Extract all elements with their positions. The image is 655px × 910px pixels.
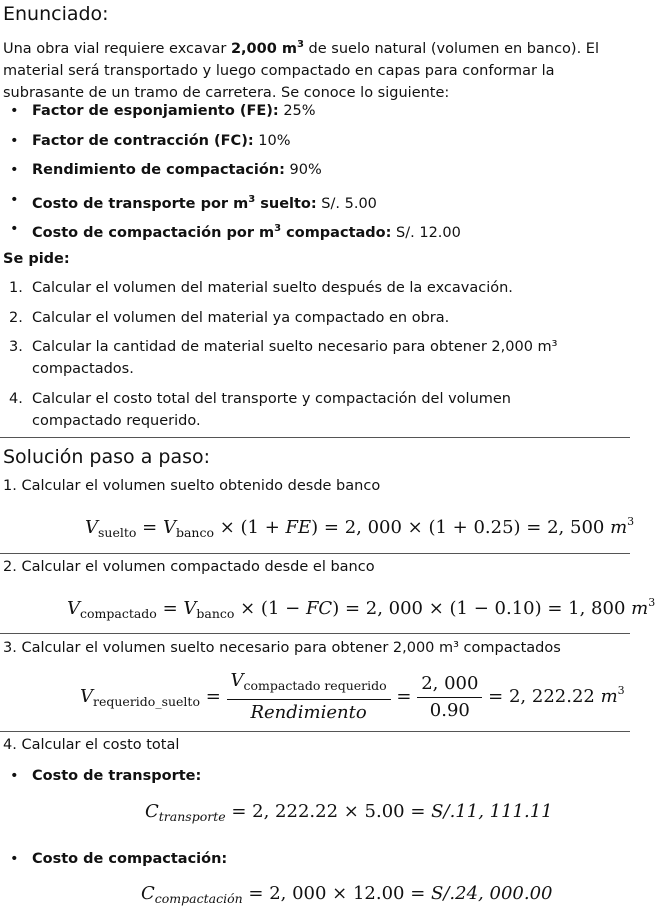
eq-subscript: compactado requerido bbox=[243, 678, 387, 693]
divider bbox=[0, 731, 630, 732]
data-item bbox=[0, 130, 630, 160]
eq-text: = bbox=[136, 517, 163, 538]
bullet-icon: • bbox=[10, 191, 19, 208]
data-item bbox=[0, 189, 630, 219]
eq-subscript: banco bbox=[175, 525, 214, 540]
bullet-icon: • bbox=[10, 103, 19, 119]
data-item-label-tail: suelto: bbox=[255, 195, 317, 212]
eq-symbol: V bbox=[85, 517, 98, 538]
eq-text: ) = 2, 000 × (1 + 0.25) = 2, 500 bbox=[311, 517, 611, 538]
data-item-label: Rendimiento de compactación: bbox=[32, 162, 285, 178]
task-item bbox=[0, 307, 602, 329]
task-text: Calcular la cantidad de material suelto necesario para obtener 2,000 m³ compactados. bbox=[32, 339, 558, 377]
eq-unit: m bbox=[600, 686, 618, 707]
intro-volume-exponent: 3 bbox=[296, 39, 304, 50]
eq-text: = bbox=[199, 686, 227, 707]
eq-symbol: V bbox=[183, 598, 197, 619]
eq-subscript: compactación bbox=[154, 891, 243, 906]
step-4-heading: 4. Calcular el costo total bbox=[3, 737, 180, 753]
cost-label: Costo de transporte: bbox=[32, 768, 202, 784]
eq-denominator: 0.90 bbox=[429, 699, 470, 721]
data-item bbox=[0, 218, 630, 248]
fraction-numeric bbox=[417, 673, 482, 722]
eq-result: S/.11, 111.11 bbox=[431, 801, 553, 822]
data-item bbox=[0, 100, 630, 130]
eq-text: = 2, 000 × 12.00 = bbox=[242, 883, 432, 904]
data-item-value: 90% bbox=[284, 162, 322, 178]
task-text: Calcular el volumen del material suelto después de la excavación. bbox=[32, 280, 513, 296]
eq-unit-exponent: 3 bbox=[648, 596, 655, 609]
eq-symbol: C bbox=[141, 883, 155, 904]
task-item bbox=[0, 277, 602, 299]
eq-subscript: transporte bbox=[158, 809, 226, 824]
eq-text: ) = 2, 000 × (1 − 0.10) = 1, 800 bbox=[332, 598, 632, 619]
eq-unit: m bbox=[610, 517, 628, 538]
eq-text: = bbox=[390, 686, 418, 707]
section-title-solucion: Solución paso a paso: bbox=[3, 446, 211, 468]
divider bbox=[0, 633, 630, 634]
eq-text: = bbox=[156, 598, 184, 619]
data-item-value: 10% bbox=[253, 132, 291, 149]
data-item-label: Costo de transporte por m bbox=[32, 195, 249, 212]
eq-symbol: V bbox=[67, 598, 80, 619]
eq-text: = 2, 222.22 bbox=[482, 686, 601, 707]
task-item bbox=[0, 388, 602, 432]
task-number: 1. bbox=[9, 280, 23, 296]
eq-unit-exponent: 3 bbox=[617, 684, 625, 697]
eq-text: × (1 − bbox=[234, 598, 306, 619]
eq-subscript: compactado bbox=[80, 606, 157, 621]
eq-symbol: V bbox=[230, 670, 244, 691]
eq-text: × (1 + bbox=[213, 517, 286, 538]
data-item-label: Factor de esponjamiento (FE): bbox=[32, 103, 279, 119]
fraction-volume-over-yield bbox=[227, 670, 391, 724]
equation-step-3 bbox=[80, 670, 625, 724]
task-number: 3. bbox=[9, 339, 23, 355]
eq-subscript: suelto bbox=[98, 525, 137, 540]
data-item-value: S/. 12.00 bbox=[391, 224, 461, 241]
equation-step-2 bbox=[67, 592, 655, 625]
bullet-icon: • bbox=[10, 132, 19, 149]
eq-symbol: V bbox=[162, 517, 176, 538]
data-item-exponent: 3 bbox=[274, 223, 282, 234]
eq-subscript: banco bbox=[196, 606, 235, 621]
data-item-label: Factor de contracción (FC): bbox=[32, 132, 254, 149]
task-item bbox=[0, 336, 602, 380]
eq-symbol: C bbox=[145, 801, 159, 822]
eq-numerator: 2, 000 bbox=[417, 673, 482, 698]
eq-symbol: V bbox=[80, 686, 93, 707]
eq-text: = 2, 222.22 × 5.00 = bbox=[225, 801, 432, 822]
bullet-icon: • bbox=[10, 851, 19, 867]
data-item-label-tail: compactado: bbox=[281, 224, 392, 241]
data-item-value: S/. 5.00 bbox=[316, 195, 377, 212]
eq-denominator: Rendimiento bbox=[250, 702, 367, 723]
task-text: Calcular el costo total del transporte y compactación del volumen compactado requerido. bbox=[32, 390, 511, 429]
intro-volume: 2,000 m bbox=[230, 40, 297, 57]
data-list bbox=[0, 100, 630, 248]
bullet-icon: • bbox=[10, 221, 19, 237]
cost-label: Costo de compactación: bbox=[32, 851, 228, 867]
data-item-label: Costo de compactación por m bbox=[32, 224, 275, 241]
task-text: Calcular el volumen del material ya compactado en obra. bbox=[32, 309, 450, 326]
bullet-icon: • bbox=[10, 768, 19, 784]
divider bbox=[0, 553, 630, 554]
eq-variable: FE bbox=[285, 517, 312, 538]
equation-compaction-cost bbox=[141, 883, 552, 910]
task-number: 2. bbox=[9, 309, 23, 326]
task-number: 4. bbox=[9, 390, 23, 407]
eq-result: S/.24, 000.00 bbox=[431, 883, 553, 904]
equation-transport-cost bbox=[145, 801, 553, 828]
problem-statement bbox=[3, 34, 629, 104]
intro-text-2: de suelo natural (volumen en banco). El material será transportado y luego compactado en capas para conformar la subrasante de un tramo de carretera. Se conoce lo siguiente: bbox=[3, 40, 599, 101]
section-title-enunciado: Enunciado: bbox=[3, 3, 109, 25]
step-2-heading: 2. Calcular el volumen compactado desde el banco bbox=[3, 559, 375, 575]
data-item-exponent: 3 bbox=[248, 193, 256, 205]
eq-subscript: requerido_suelto bbox=[93, 694, 200, 709]
eq-unit: m bbox=[631, 598, 649, 619]
equation-step-1 bbox=[85, 511, 634, 544]
se-pide-heading: Se pide: bbox=[3, 251, 70, 267]
divider bbox=[0, 437, 630, 438]
bullet-icon: • bbox=[10, 162, 19, 178]
intro-text-1: Una obra vial requiere excavar bbox=[3, 40, 231, 57]
eq-unit-exponent: 3 bbox=[627, 515, 635, 528]
data-item bbox=[0, 159, 630, 189]
step-3-heading: 3. Calcular el volumen suelto necesario para obtener 2,000 m³ compactados bbox=[3, 640, 561, 656]
data-item-value: 25% bbox=[278, 103, 316, 119]
task-list bbox=[0, 277, 630, 439]
step-1-heading: 1. Calcular el volumen suelto obtenido desde banco bbox=[3, 478, 381, 494]
eq-variable: FC bbox=[305, 598, 333, 619]
